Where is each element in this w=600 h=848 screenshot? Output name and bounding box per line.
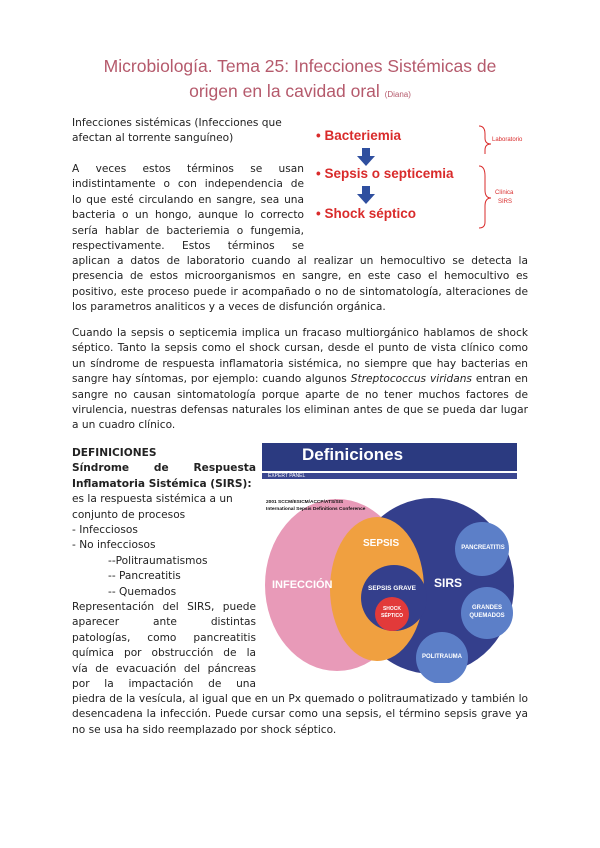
sirs-label: SIRS: [498, 199, 513, 205]
definitions-text: DEFINICIONES Síndrome de Respuesta Inflamatoria Sistémica (SIRS): es la respuesta sistémica a un conjunto de procesos - Infecciosos - No infecciosos --Politraumatismos -- Pancreatitis -- Quemados Representación del SIRS, puede aparecer ante distintas patologías, como pancreatitis química por obstrucción de la vía de evacuación del páncreas por la impactación de una: [72, 447, 256, 691]
politrauma-label: POLITRAUMA: [422, 654, 462, 660]
clinica-label: Clínica: [495, 190, 514, 196]
title-author: (Diana): [384, 90, 411, 99]
lab-label: Laboratorio: [492, 137, 523, 143]
page-title: [60, 54, 540, 107]
species-name: Streptococcus viridans: [350, 373, 472, 386]
title-line-2: origen en la cavidad oral: [189, 81, 380, 101]
conference-line-2: International Sepsis Definitions Conference: [266, 507, 366, 512]
grandes-label: GRANDES: [471, 605, 502, 611]
pancreatitis-label: PANCREATITIS: [461, 545, 505, 551]
quemados-label: QUEMADOS: [469, 613, 505, 619]
conference-line-1: 2001 SCCM/ESICM/ACCP/ATS/SIS: [266, 500, 344, 505]
paragraph-1-narrow: A veces estos términos se usan indistintamente o con independencia de lo que esté circulando en sangre, sea una bacteria o un hongo, aunque lo correcto sería hablar de bacteriemia o fungemia, respectivamente. Estos términos se: [72, 163, 304, 253]
sirs-label: SIRS: [434, 576, 463, 590]
shock-label-1: SHOCK: [382, 606, 402, 612]
sepsis-label: SEPSIS: [363, 538, 400, 549]
intro-text: Infecciones sistémicas (Infecciones que afectan al torrente sanguíneo): [72, 117, 282, 145]
paragraph-1-rest: aplican a datos de laboratorio cuando al realizar un hemocultivo se detecta la presencia de estos microorganismos en sangre, en este caso el hemocultivo es positivo, este proceso puede ir acompañado o no de sintomatología, alteraciones de los parametros analiticos y a veces de disfunción orgánica.: [72, 255, 528, 314]
shock-label-2: SÉPTICO: [381, 613, 403, 619]
infection-label: INFECCIÓN: [272, 579, 333, 591]
bullet-icon: •: [316, 206, 321, 221]
arrow-down-icon: [357, 148, 375, 166]
bullet-icon: •: [316, 166, 321, 181]
title-line-1: Microbiología. Tema 25: Infecciones Sistémicas de: [103, 56, 497, 76]
definitions-rest: piedra de la vesícula, al igual que en un Px quemado o politraumatizado y también lo desencadena la infección. Puede cursar como una sepsis, el término sepsis grave ya no se usa ha sido reemplazado por shock séptico.: [72, 693, 528, 736]
sepsis-grave-label: SEPSIS GRAVE: [368, 585, 416, 592]
definitions-heading: DEFINICIONES: [72, 447, 157, 459]
bacteremia-diagram: • Bacteriemia • Sepsis o septicemia • Shock séptico Laboratorio Clínica SIRS: [310, 124, 540, 234]
arrow-down-icon: [357, 186, 375, 204]
sirs-definitions-diagram: [262, 443, 517, 683]
diagram-title: Definiciones: [302, 445, 404, 464]
paragraph-2: Cuando la sepsis o septicemia implica un fracaso multiorgánico hablamos de shock séptico. Tanto la sepsis como el shock cursan, desde el punto de vista clínico como un síndrome de respuesta inflamatoria sistémica, no siempre que hay bacterias en sangre hay síntomas, por ejemplo: cuando algunos Streptococcus viridans entran en sangre no causan sintomatología porque aparte de no tener muchos factores de virulencia, nuestras defensas naturales los eliminan antes de que se pueda dar lugar a un cuadro clínico.: [72, 327, 529, 432]
diagram-subheader: EXPERT PANEL: [268, 473, 306, 479]
bullet-icon: •: [316, 128, 321, 143]
